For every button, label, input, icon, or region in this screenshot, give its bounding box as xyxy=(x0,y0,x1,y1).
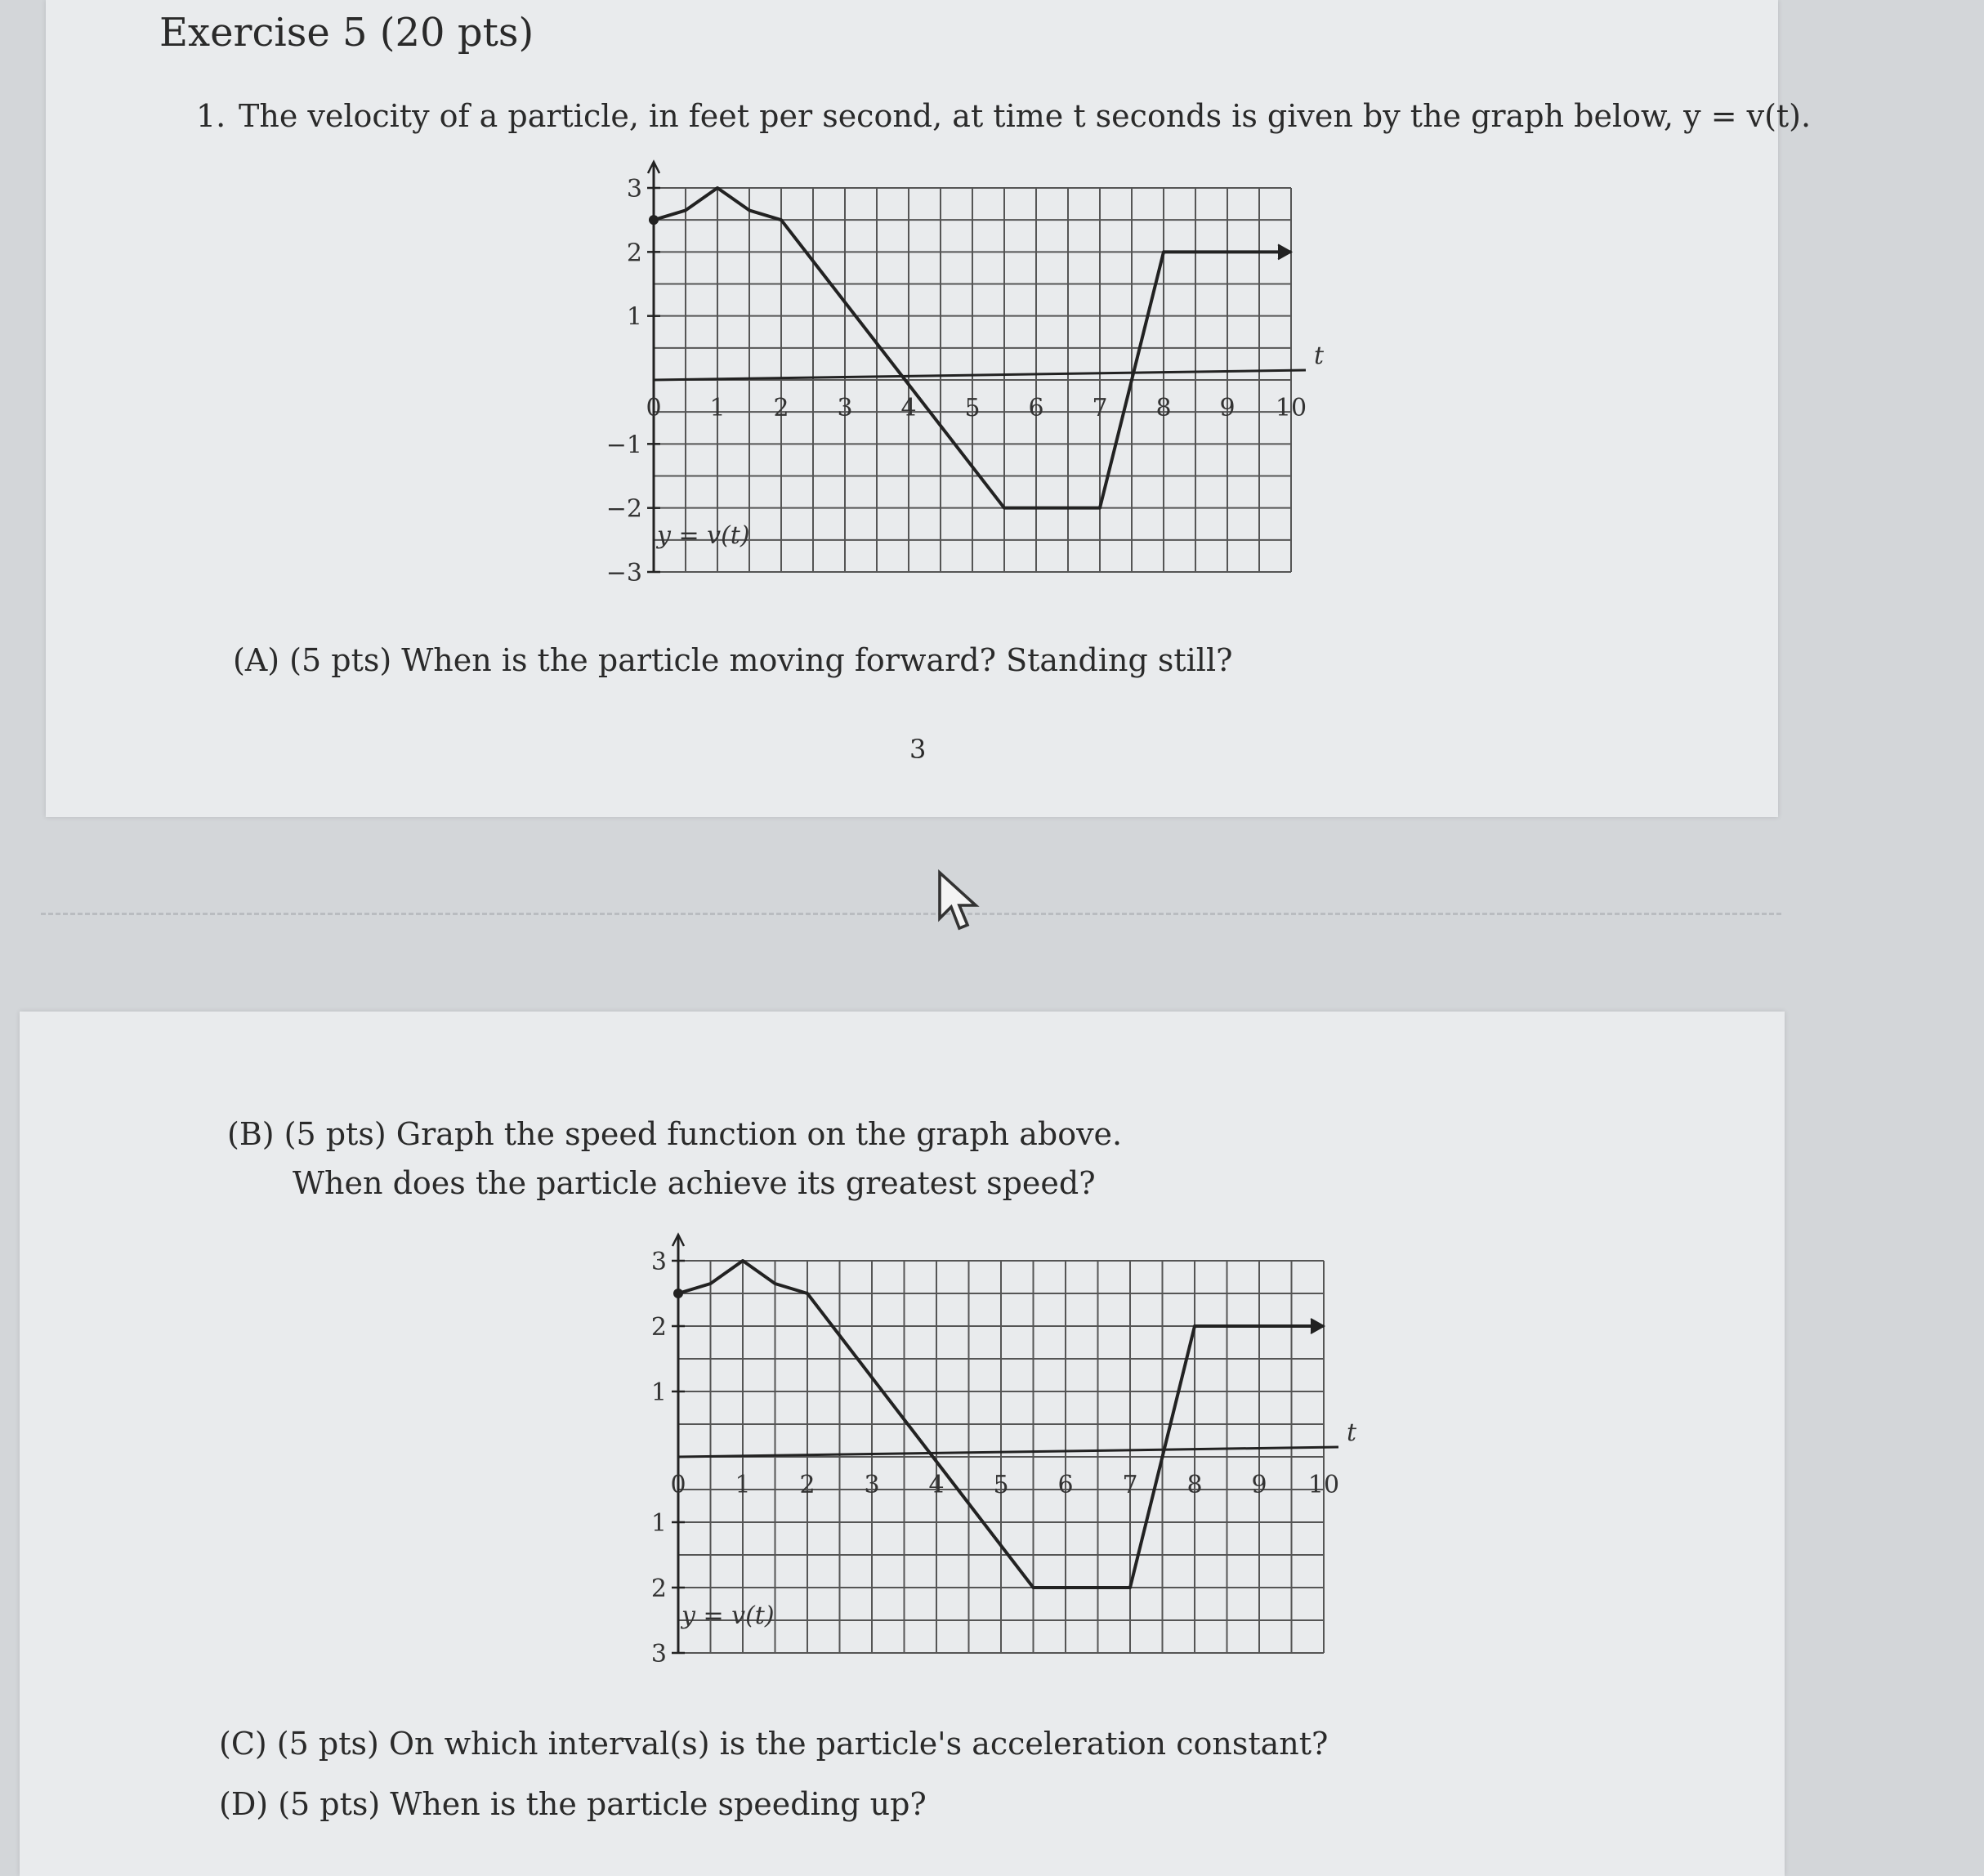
x-tick-label: 10 xyxy=(1275,394,1307,422)
y-tick-label: 2 xyxy=(650,1313,667,1342)
velocity-graph-2 xyxy=(609,1216,1393,1690)
part-a-question: (A) (5 pts) When is the particle moving forward? Standing still? xyxy=(233,642,1233,678)
mouse-cursor-icon xyxy=(936,869,985,935)
x-axis-label: t xyxy=(1314,342,1325,370)
y-tick-label: 1 xyxy=(626,302,642,332)
series-arrow-icon xyxy=(1311,1319,1324,1333)
page-number: 3 xyxy=(909,734,927,765)
part-b-question-line1: (B) (5 pts) Graph the speed function on the graph above. xyxy=(227,1116,1123,1152)
y-tick-label: −2 xyxy=(605,494,642,524)
part-c-question: (C) (5 pts) On which interval(s) is the particle's acceleration constant? xyxy=(219,1726,1329,1762)
y-tick-label: 1 xyxy=(650,1378,667,1407)
x-tick-label: 2 xyxy=(799,1471,815,1499)
x-tick-label: 4 xyxy=(928,1471,945,1499)
problem-statement: The velocity of a particle, in feet per second, at time t seconds is given by the graph below, y = v(t). xyxy=(239,98,1812,134)
x-tick-label: 9 xyxy=(1251,1471,1267,1499)
series-arrow-icon xyxy=(1278,244,1291,259)
y-tick-label: 3 xyxy=(650,1248,667,1276)
x-tick-label: 3 xyxy=(864,1471,880,1499)
y-tick-label: 3 xyxy=(626,175,642,203)
problem-number: 1. xyxy=(196,98,226,134)
exercise-title: Exercise 5 (20 pts) xyxy=(159,10,534,56)
y-tick-label: −1 xyxy=(605,431,642,460)
x-tick-label: 1 xyxy=(709,394,726,422)
series-start-point xyxy=(673,1289,683,1298)
x-axis xyxy=(678,1447,1338,1457)
x-axis-label: t xyxy=(1347,1418,1357,1447)
y-tick-label: 2 xyxy=(650,1574,667,1603)
grid xyxy=(678,1261,1324,1653)
x-tick-label: 5 xyxy=(964,394,981,422)
x-tick-label: 3 xyxy=(837,394,853,422)
part-d-question: (D) (5 pts) When is the particle speeding up? xyxy=(219,1786,927,1822)
series-label: y = v(t) xyxy=(681,1601,775,1630)
x-tick-label: 2 xyxy=(773,394,789,422)
y-tick-label: 3 xyxy=(650,1640,667,1668)
y-tick-label: 1 xyxy=(650,1509,667,1538)
x-tick-label: 8 xyxy=(1155,394,1172,422)
x-tick-label: 1 xyxy=(735,1471,751,1499)
series-start-point xyxy=(649,215,659,225)
x-tick-label: 8 xyxy=(1186,1471,1203,1499)
x-tick-label: 7 xyxy=(1122,1471,1138,1499)
x-tick-label: 0 xyxy=(670,1471,686,1499)
x-tick-label: 0 xyxy=(646,394,662,422)
velocity-graph-1 xyxy=(572,147,1356,605)
y-tick-label: 2 xyxy=(626,239,642,268)
x-axis xyxy=(654,370,1306,380)
x-tick-label: 10 xyxy=(1307,1471,1340,1499)
grid xyxy=(654,188,1291,572)
x-tick-label: 9 xyxy=(1219,394,1236,422)
y-tick-label: −3 xyxy=(605,559,642,587)
x-tick-label: 7 xyxy=(1092,394,1108,422)
part-b-question-line2: When does the particle achieve its greatest speed? xyxy=(293,1165,1096,1201)
x-tick-label: 5 xyxy=(993,1471,1009,1499)
page-separator xyxy=(41,913,1781,915)
x-tick-label: 6 xyxy=(1057,1471,1074,1499)
x-tick-label: 6 xyxy=(1028,394,1044,422)
x-tick-label: 4 xyxy=(900,394,917,422)
series-label: y = v(t) xyxy=(657,521,750,550)
